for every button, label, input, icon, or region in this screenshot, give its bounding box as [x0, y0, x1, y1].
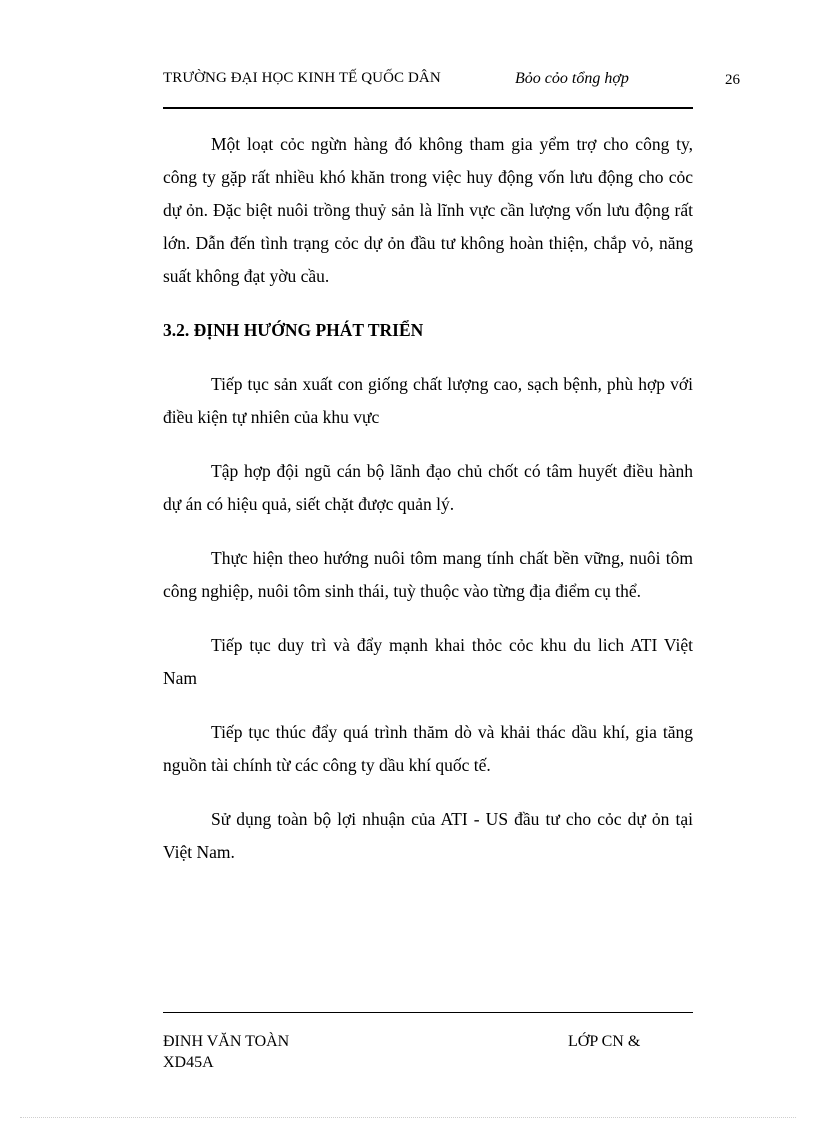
paragraph: Tiếp tục duy trì và đẩy mạnh khai thỏc cỏc khu du lich ATI Việt Nam — [163, 635, 693, 688]
header-divider — [163, 107, 693, 109]
header-school: TRƯỜNG ĐẠI HỌC KINH TẾ QUỐC DÂN — [163, 70, 441, 86]
document-body — [163, 128, 693, 869]
page-number: 26 — [725, 72, 740, 88]
paragraph: Một loạt cỏc ngừn hàng đó không tham gia yểm trợ cho công ty, công ty gặp rất nhiều khó khăn trong việc huy động vốn lưu động cho cỏc dự ỏn. Đặc biệt nuôi trồng thuỷ sản là lĩnh vực cần lượng vốn lưu động rất lớn. Dẫn đến tình trạng cỏc dự ỏn đầu tư không hoàn thiện, chắp vỏ, năng suất không đạt yờu cầu. — [163, 134, 693, 286]
paragraph: Tiếp tục thúc đẩy quá trình thăm dò và khải thác dầu khí, gia tăng nguồn tài chính từ các công ty dầu khí quốc tế. — [163, 722, 693, 775]
section-heading: 3.2. ĐỊNH HƯỚNG PHÁT TRIỂN — [163, 320, 424, 340]
header-report-title: Bỏo cỏo tổng hợp — [515, 70, 629, 87]
paragraph: Sử dụng toàn bộ lợi nhuận của ATI - US đầu tư cho cỏc dự ỏn tại Việt Nam. — [163, 809, 693, 862]
footer-author: ĐINH VĂN TOÀN — [163, 1033, 290, 1050]
paragraph: Tiếp tục sản xuất con giống chất lượng cao, sạch bệnh, phù hợp với điều kiện tự nhiên của khu vực — [163, 374, 693, 427]
paragraph: Tập hợp đội ngũ cán bộ lãnh đạo chủ chốt có tâm huyết điều hành dự án có hiệu quả, siết chặt được quản lý. — [163, 461, 693, 514]
footer-class-code: XD45A — [163, 1054, 214, 1071]
page-edge-divider — [20, 1117, 796, 1118]
footer-divider — [163, 1012, 693, 1013]
footer-class-label: LỚP CN & — [568, 1033, 641, 1050]
paragraph: Thực hiện theo hướng nuôi tôm mang tính chất bền vững, nuôi tôm công nghiệp, nuôi tôm sinh thái, tuỳ thuộc vào từng địa điểm cụ thể. — [163, 548, 693, 601]
